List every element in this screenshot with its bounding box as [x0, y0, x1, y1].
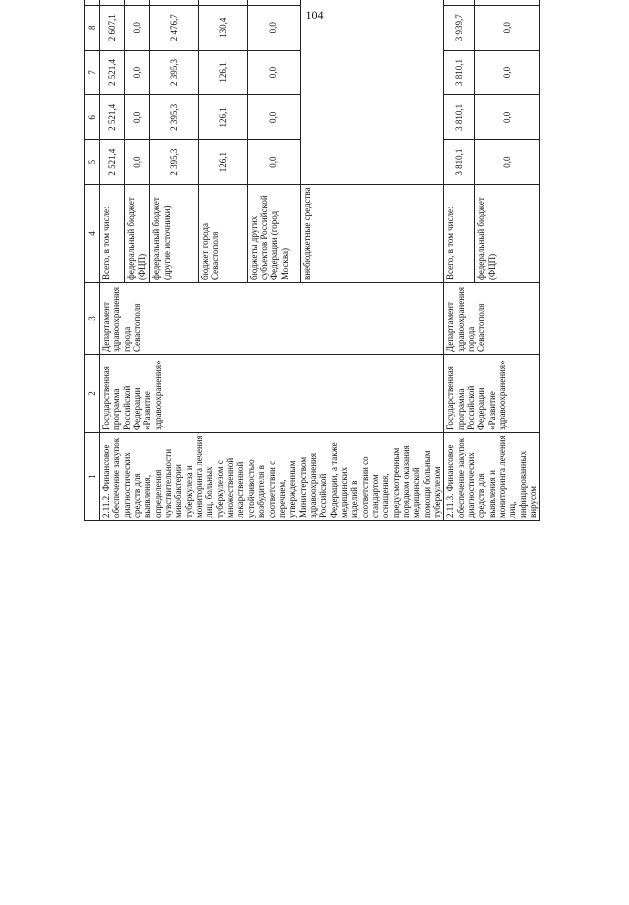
funding-source: федеральный бюджет (другие источники)	[150, 185, 199, 283]
value-cell: 2 521,4	[100, 95, 125, 140]
table-row	[100, 0, 125, 521]
value-cell: 3 939,7	[444, 5, 475, 50]
value-cell	[475, 0, 540, 5]
table-body	[100, 0, 540, 521]
value-cell: 2 521,4	[100, 140, 125, 185]
measure-cell: 2.11.3. Финансовое обеспечение закупок диагностических средств для выявления и мониторинга лечения лиц, инфицированных вирусом	[444, 433, 540, 521]
funding-source: Всего, в том числе:	[100, 185, 125, 283]
value-cell: 126,1	[199, 140, 248, 185]
value-cell	[247, 0, 300, 5]
value-cell: 0,0	[247, 50, 300, 95]
program-cell: Государственная программа Российской Федерации «Развитие здравоохранения»	[444, 355, 540, 433]
value-cell: 0,0	[125, 50, 150, 95]
measure-cell: 2.11.2. Финансовое обеспечение закупок диагностических средств для выявления, определения чувствительности микобактерии туберкулеза и мониторинга лечения лиц, больных туберкулезом с множественной лекарственной устойчивостью возбудителя в соответствии с перечнем, утвержденным Министерством здравоохранения Российской Федерации, а также медицинских изделий в соответствии со стандартом оснащения, предусмотренным порядком оказания медицинской помощи больным туберкулезом	[100, 433, 444, 521]
value-cell: 0,0	[475, 140, 540, 185]
value-cell: 0,0	[247, 5, 300, 50]
value-cell	[100, 0, 125, 5]
table-row	[444, 0, 475, 521]
value-cell: 2 395,3	[150, 50, 199, 95]
value-cell: 3 810,1	[444, 140, 475, 185]
funding-source: внебюджетные средства	[300, 185, 444, 283]
value-cell: 2 521,4	[100, 50, 125, 95]
executor-cell: Департамент здравоохранения города Севастополя	[444, 283, 540, 355]
column-number: 7	[85, 50, 100, 95]
financing-table	[84, 0, 540, 521]
value-cell: 0,0	[247, 140, 300, 185]
funding-source: федеральный бюджет (ФЦП)	[125, 185, 150, 283]
funding-source: федеральный бюджет (ФЦП)	[475, 185, 540, 283]
merged-value-cell	[300, 0, 444, 185]
column-number: 1	[85, 433, 100, 521]
column-number-row	[85, 0, 100, 521]
column-number: 2	[85, 355, 100, 433]
value-cell: 0,0	[475, 5, 540, 50]
value-cell: 3 810,1	[444, 95, 475, 140]
landscape-page	[84, 0, 559, 521]
value-cell: 0,0	[247, 95, 300, 140]
column-number: 6	[85, 95, 100, 140]
value-cell: 126,1	[199, 50, 248, 95]
value-cell	[125, 0, 150, 5]
funding-source: бюджеты других субъектов Российской Федерации (город Москва)	[247, 185, 300, 283]
funding-source: Всего, в том числе:	[444, 185, 475, 283]
value-cell: 2 395,3	[150, 140, 199, 185]
value-cell: 0,0	[125, 140, 150, 185]
value-cell: 0,0	[475, 95, 540, 140]
column-number: 5	[85, 140, 100, 185]
value-cell	[444, 0, 475, 5]
value-cell: 130,4	[199, 5, 248, 50]
column-number: 4	[85, 185, 100, 283]
value-cell: 126,1	[199, 95, 248, 140]
column-number	[85, 0, 100, 5]
value-cell: 2 607,1	[100, 5, 125, 50]
funding-source: бюджет города Севастополя	[199, 185, 248, 283]
value-cell: 3 810,1	[444, 50, 475, 95]
page-number: 104	[305, 8, 324, 22]
program-cell: Государственная программа Российской Федерации «Развитие здравоохранения»	[100, 355, 444, 433]
executor-cell: Департамент здравоохранения города Севастополя	[100, 283, 444, 355]
value-cell: 2 395,3	[150, 95, 199, 140]
value-cell: 0,0	[475, 50, 540, 95]
value-cell: 2 476,7	[150, 5, 199, 50]
value-cell	[199, 0, 248, 5]
column-number: 3	[85, 283, 100, 355]
value-cell: 0,0	[125, 5, 150, 50]
value-cell	[150, 0, 199, 5]
value-cell: 0,0	[125, 95, 150, 140]
column-number: 8	[85, 5, 100, 50]
